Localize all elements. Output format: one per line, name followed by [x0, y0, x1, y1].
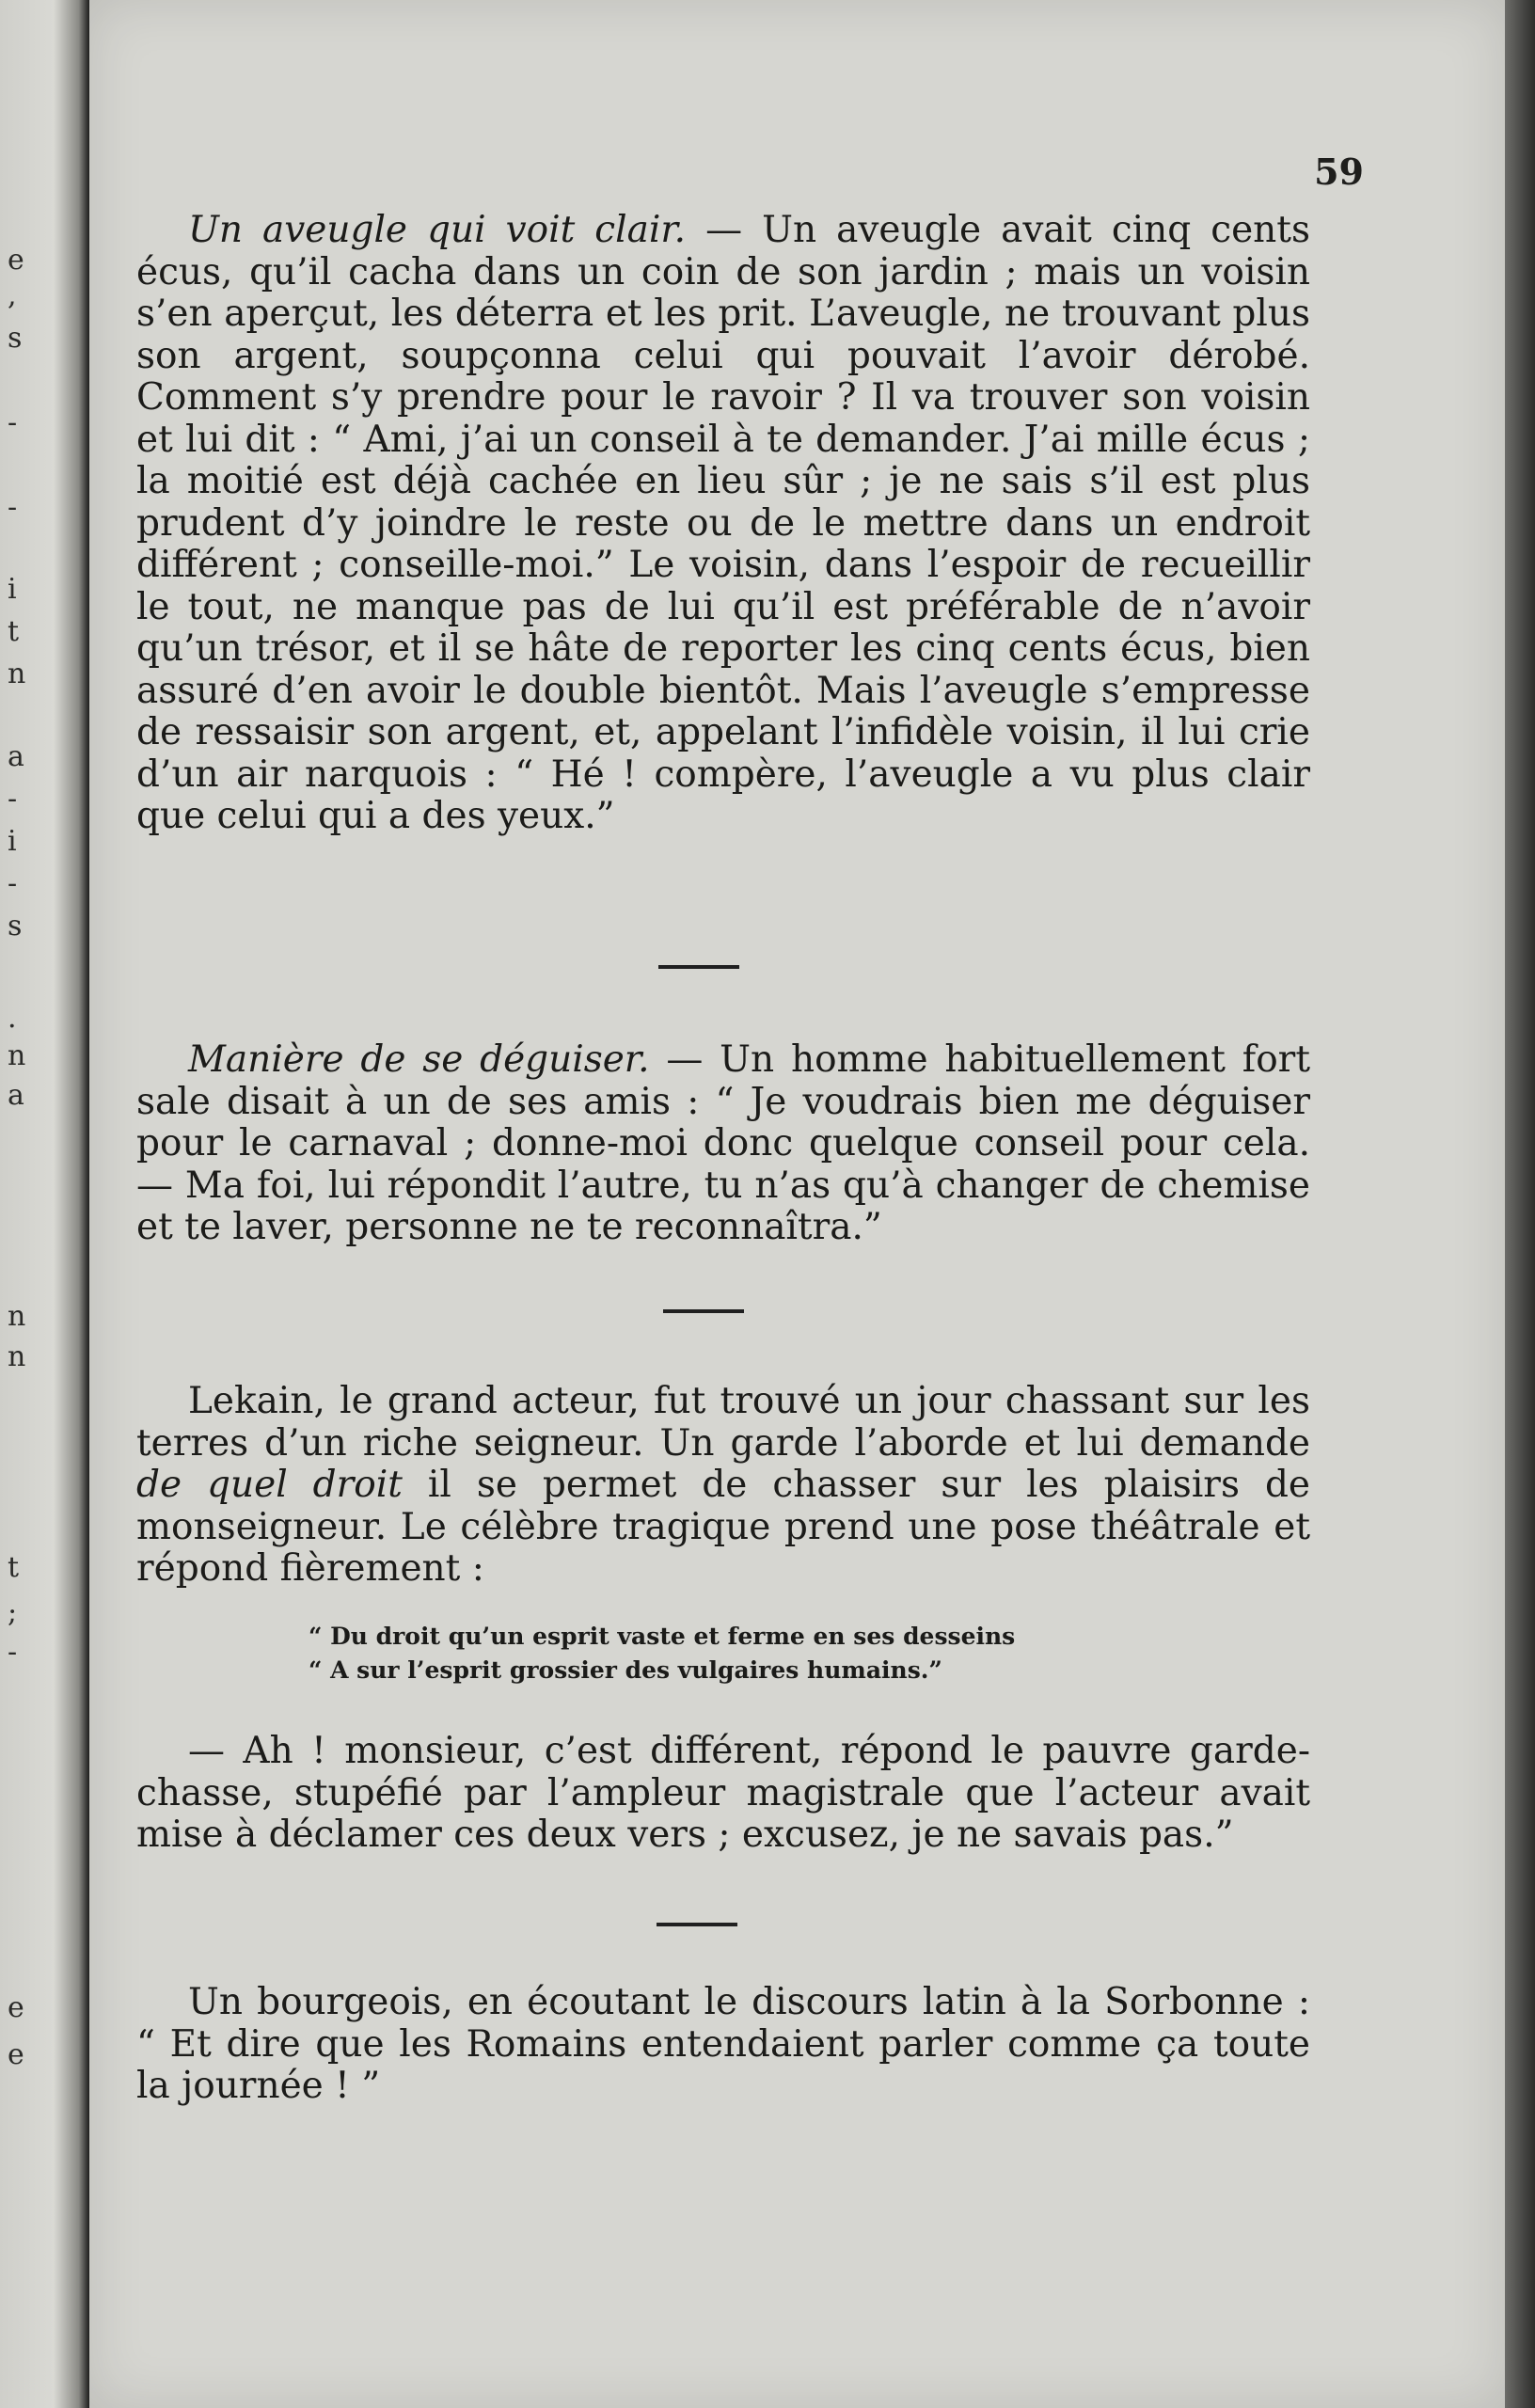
section-text: il se permet de chasser sur les plaisirs de monseigneur. Le célèbre tragique prend une pose théâtrale et répond fièrement : [136, 1464, 1310, 1590]
gutter-char: t [8, 1551, 20, 1584]
gutter-char: e [8, 2038, 24, 2071]
section-text: — Ah ! monsieur, c’est différent, répond le pauvre garde-chasse, stupéfié par l’ampleur magistrale que l’acteur avait mise à déclamer ces deux vers ; excusez, je ne savais pas.” [136, 1730, 1310, 1856]
previous-page-gutter [0, 0, 89, 2408]
book-page [89, 0, 1505, 2408]
gutter-char: n [8, 1340, 26, 1373]
section-title: Manière de se déguiser. [188, 1038, 650, 1081]
gutter-char: i [8, 573, 17, 606]
section-divider [663, 1309, 744, 1313]
verse-line: “ Du droit qu’un esprit vaste et ferme en ses desseins [309, 1623, 1016, 1650]
anecdote-lekain-reply [136, 1731, 1310, 1857]
gutter-char: s [8, 910, 23, 943]
gutter-char: - [8, 783, 18, 816]
page-number: 59 [1314, 150, 1364, 193]
anecdote-bourgeois [136, 1982, 1310, 2108]
gutter-char: n [8, 1300, 26, 1333]
paragraph [136, 1381, 1310, 1591]
anecdote-disguise [136, 1039, 1310, 1249]
gutter-char: . [8, 1002, 17, 1035]
gutter-char: e [8, 1991, 24, 2024]
gutter-char: s [8, 322, 23, 355]
section-divider [658, 965, 739, 969]
anecdote-lekain [136, 1381, 1310, 1591]
gutter-char: a [8, 1079, 24, 1112]
emphasis-text: de quel droit [136, 1464, 403, 1506]
section-text: Lekain, le grand acteur, fut trouvé un jour chassant sur les terres d’un riche seigneur. Un garde l’aborde et lui demande [136, 1380, 1310, 1465]
section-body: — Un homme habituellement fort sale disait à un de ses amis : “ Je voudrais bien me déguiser pour le carnaval ; donne-moi donc quelque conseil pour cela. — Ma foi, lui répondit l’autre, tu n’as qu’à changer de chemise et te laver, personne ne te reconnaîtra.” [136, 1038, 1310, 1248]
gutter-char: a [8, 740, 24, 773]
anecdote-blind-man [136, 210, 1310, 838]
gutter-char: i [8, 825, 17, 858]
page-edge-shadow [1505, 0, 1535, 2408]
gutter-char: - [8, 406, 18, 439]
gutter-char: - [8, 1636, 18, 1669]
section-body: — Un aveugle avait cinq cents écus, qu’il cacha dans un coin de son jardin ; mais un voisin s’en aperçut, les déterra et les prit. L’aveugle, ne trouvant plus son argent, soupçonna celui qui pouvait l’avoir dérobé. Comment s’y prendre pour le ravoir ? Il va trouver son voisin et lui dit : “ Ami, j’ai un conseil à te demander. J’ai mille écus ; la moitié est déjà cachée en lieu sûr ; je ne sais s’il est plus prudent d’y joindre le reste ou de le mettre dans un endroit différent ; conseille-moi.” Le voisin, dans l’espoir de recueillir le tout, ne manque pas de lui qu’il est préférable de n’avoir qu’un trésor, et il se hâte de reporter les cinq cents écus, bien assuré d’en avoir le double bientôt. Mais l’aveugle s’empresse de ressaisir son argent, et, appelant l’infidèle voisin, il lui crie d’un air narquois : “ Hé ! compère, l’aveugle a vu plus clair que celui qui a des yeux.” [136, 209, 1310, 837]
section-title: Un aveugle qui voit clair. [188, 209, 687, 251]
paragraph [136, 210, 1310, 838]
gutter-char: t [8, 615, 20, 648]
paragraph [136, 1982, 1310, 2108]
gutter-char: n [8, 1039, 26, 1072]
gutter-char: ; [8, 1596, 18, 1629]
gutter-char: - [8, 491, 18, 524]
section-text: Un bourgeois, en écoutant le discours latin à la Sorbonne : “ Et dire que les Romains entendaient parler comme ça toute la journée ! ” [136, 1981, 1310, 2107]
section-divider [657, 1923, 737, 1926]
gutter-char: e [8, 244, 24, 277]
verse-line: “ A sur l’esprit grossier des vulgaires humains.” [309, 1656, 942, 1684]
gutter-char: - [8, 867, 18, 900]
gutter-char: , [8, 279, 17, 312]
verse-quote [309, 1620, 1249, 1687]
paragraph [136, 1039, 1310, 1249]
gutter-char: n [8, 657, 26, 690]
paragraph [136, 1731, 1310, 1857]
